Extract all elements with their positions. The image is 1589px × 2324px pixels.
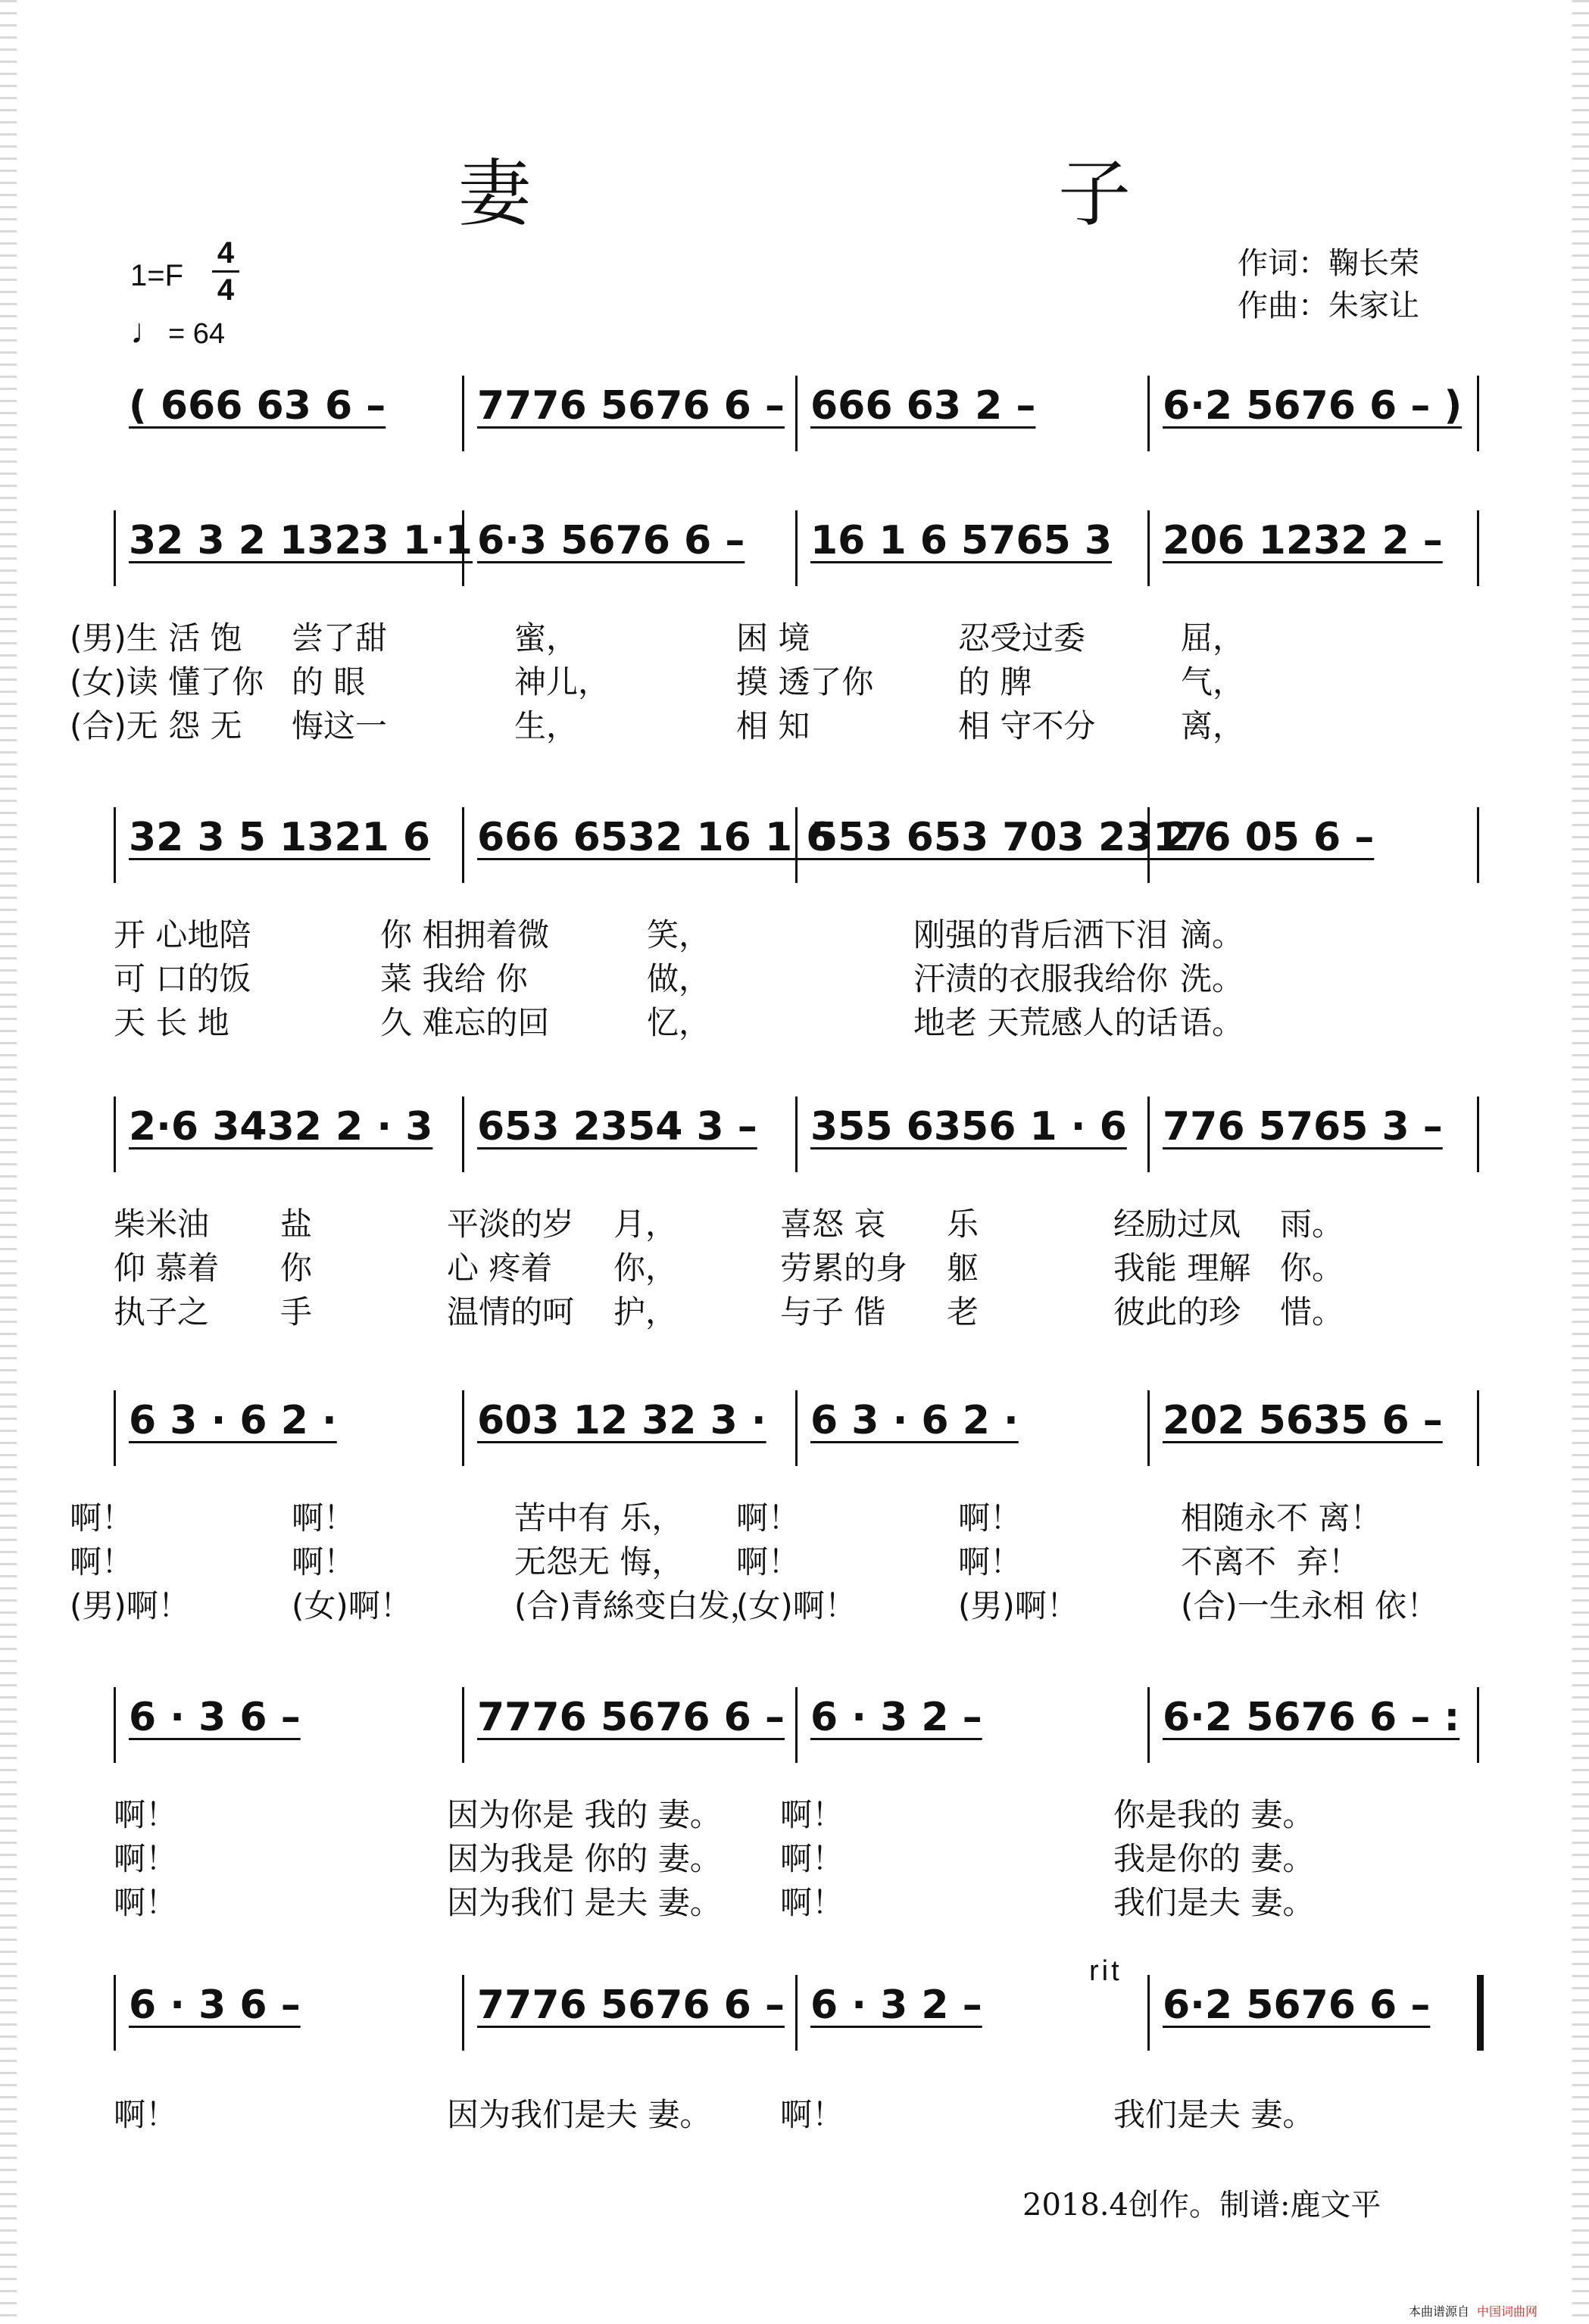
measure (1163, 1104, 1443, 1150)
measure (477, 1398, 766, 1443)
lyric-line (70, 1584, 1477, 1628)
watermark (1409, 2302, 1537, 2319)
lyric-segment: 你 相拥着微 (380, 916, 550, 953)
lyric-segment: 啊！ (780, 2096, 844, 2133)
measure-notes: 2 6 05 6 – (1163, 815, 1375, 860)
lyric-line (114, 913, 1477, 957)
bar-line (1477, 807, 1479, 883)
time-signature (212, 236, 239, 307)
lyric-segment: 手 (280, 1293, 313, 1330)
lyric-segment: 的 脾 (958, 663, 1032, 700)
lyric-segment: 苦中有 乐， (514, 1499, 684, 1536)
bar-line (462, 1975, 464, 2051)
lyric-segment: 啊！ (114, 1796, 178, 1833)
lyric-segment: 洗。 (1180, 960, 1244, 997)
measure (1163, 1398, 1443, 1443)
tempo-value: = 64 (168, 318, 226, 350)
lyric-segment: 啊！ (114, 2096, 178, 2133)
bar-line (1147, 376, 1150, 451)
bar-line (1477, 510, 1479, 586)
lyric-segment: 因为你是 我的 妻。 (447, 1796, 722, 1833)
lyric-segment: 盐 (280, 1206, 313, 1243)
lyric-segment: 劳累的身 (780, 1249, 908, 1287)
footer-note: 2018.4创作。制谱:鹿文平 (1022, 2188, 1381, 2223)
notation-line (114, 1681, 1477, 1760)
measure (477, 383, 785, 429)
lyric-segment: 相 知 (736, 707, 810, 744)
lyric-segment: 可 口的饭 (114, 960, 251, 997)
lyric-line (114, 1203, 1477, 1246)
lyric-segment: 与子 偕 (780, 1293, 886, 1330)
time-signature-bottom: 4 (217, 273, 235, 307)
score-system (114, 1681, 1477, 1925)
lyric-line (70, 1540, 1477, 1584)
measure-notes: 6·2 5676 6 – (1163, 1982, 1431, 2028)
bar-line (795, 376, 798, 451)
lyric-segment: 菜 我给 你 (380, 960, 528, 997)
composer-credit: 作曲：朱家让 (1238, 289, 1419, 323)
watermark-right: 中国词曲网 (1477, 2304, 1538, 2319)
lyric-segment: 语。 (1180, 1004, 1244, 1041)
lyric-segment: 的 眼 (292, 663, 366, 700)
lyric-line (114, 1001, 1477, 1045)
notation-line (114, 370, 1477, 448)
lyric-segment: 啊！ (70, 1499, 134, 1536)
lyric-segment: 生， (514, 707, 579, 744)
lyric-segment: 啊！ (780, 1884, 844, 1921)
measure-notes: 6 · 3 6 – (129, 1982, 301, 2028)
notation-line (114, 1384, 1477, 1463)
lyric-segment: 经励过凤 (1113, 1206, 1241, 1243)
score-system (70, 1384, 1477, 1628)
measure (477, 518, 745, 563)
bar-line (462, 1390, 464, 1466)
lyrics-block (114, 1793, 1477, 1925)
measure-notes: 16 1 6 5765 3 (810, 518, 1113, 563)
measure (129, 383, 386, 429)
lyric-segment: 你。 (1280, 1249, 1344, 1287)
lyric-segment: 天 长 地 (114, 1004, 229, 1041)
measure-notes: 776 5765 3 – (1163, 1104, 1443, 1150)
measure (129, 518, 473, 563)
lyric-segment: 喜怒 哀 (780, 1206, 886, 1243)
measure (810, 1398, 1019, 1443)
lyric-segment: 尝了甜 (292, 619, 388, 657)
lyricist-credit: 作词：鞠长荣 (1238, 246, 1419, 281)
lyric-segment: 你是我的 妻。 (1113, 1796, 1315, 1833)
lyric-segment: (男)啊！ (70, 1587, 190, 1624)
lyric-segment: 啊！ (780, 1796, 844, 1833)
bar-line (1477, 376, 1479, 451)
bar-line (795, 1975, 798, 2051)
lyric-segment: 你， (613, 1249, 678, 1287)
measure-notes: 603 12 32 3 · (477, 1398, 766, 1443)
measure (477, 815, 833, 860)
measure (1163, 1695, 1459, 1740)
lyric-line (114, 2093, 1477, 2137)
lyric-segment: 护， (613, 1293, 678, 1330)
bar-line (114, 1390, 116, 1466)
measure (1163, 518, 1443, 563)
measure (477, 1982, 785, 2028)
measure-notes: 32 3 2 1323 1·1 (129, 518, 473, 563)
measure-notes: 6 · 3 6 – (129, 1695, 301, 1740)
measure-notes: 206 1232 2 – (1163, 518, 1443, 563)
measure (1163, 815, 1374, 860)
score-system (114, 1090, 1477, 1334)
lyric-segment: (女)啊！ (292, 1587, 412, 1624)
lyric-line (70, 660, 1477, 704)
score-system (114, 370, 1477, 448)
lyric-segment: 仰 慕着 (114, 1249, 220, 1287)
bar-line (795, 1096, 798, 1172)
bar-line (1477, 1096, 1479, 1172)
lyric-segment: 我是你的 妻。 (1113, 1840, 1315, 1877)
credits (1238, 242, 1419, 327)
lyric-segment: 离， (1181, 707, 1245, 744)
measure-notes: 6 · 3 2 – (810, 1982, 982, 2028)
lyric-segment: (合)青絲变白发， (514, 1587, 762, 1624)
lyric-segment: 心 疼着 (447, 1249, 553, 1287)
lyric-segment: 月， (613, 1206, 678, 1243)
lyric-segment: 啊！ (114, 1840, 178, 1877)
measure-notes: 6 3 · 6 2 · (810, 1398, 1019, 1443)
bar-line (462, 376, 464, 451)
measure (129, 1695, 301, 1740)
notation-line (114, 1090, 1477, 1169)
measure (810, 815, 1208, 860)
measure-notes: 7776 5676 6 – (477, 1982, 785, 2028)
measure (810, 1695, 982, 1740)
bar-line (114, 807, 116, 883)
song-title: 妻 子 (458, 151, 1358, 236)
lyric-line (114, 1246, 1477, 1290)
lyric-segment: 滴。 (1180, 916, 1244, 953)
measure-notes: 666 6532 16 1 6 (477, 815, 834, 860)
bar-line (1477, 1390, 1479, 1466)
bar-line (1147, 1975, 1150, 2051)
lyric-segment: (女)读 懂了你 (70, 663, 264, 700)
tempo-mark (130, 310, 225, 351)
measure-notes: 7776 5676 6 – (477, 383, 785, 429)
measure (1163, 1982, 1430, 2028)
lyric-segment: 啊！ (958, 1499, 1022, 1536)
lyric-segment: (男)啊！ (958, 1587, 1079, 1624)
lyric-segment: 神儿， (514, 663, 610, 700)
left-edge-strip (0, 0, 17, 2324)
lyric-segment: 蜜， (514, 619, 579, 657)
measure-notes: ( 666 63 6 – (129, 383, 386, 429)
lyric-segment: 忆， (647, 1004, 711, 1041)
right-edge-strip (1572, 0, 1589, 2324)
bar-line (1147, 1687, 1150, 1763)
measure (810, 1982, 982, 2028)
lyric-segment: 做， (647, 960, 711, 997)
lyric-segment: 啊！ (736, 1499, 801, 1536)
measure-notes: 32 3 5 1321 6 (129, 815, 431, 860)
bar-line (462, 1687, 464, 1763)
lyric-segment: 执子之 (114, 1293, 210, 1330)
bar-line (1477, 1687, 1479, 1763)
lyric-segment: 笑， (647, 916, 711, 953)
notation-line (114, 1969, 1477, 2048)
bar-line (795, 510, 798, 586)
measure-notes: 553 653 703 2317 (810, 815, 1208, 860)
lyric-segment: 不离不 弃！ (1181, 1543, 1360, 1580)
lyric-segment: 我们是夫 妻。 (1113, 2096, 1315, 2133)
measure-notes: 6·3 5676 6 – (477, 518, 745, 563)
lyric-segment: (女)啊！ (736, 1587, 857, 1624)
lyric-segment: 我能 理解 (1113, 1249, 1251, 1287)
key-signature: 1=F (130, 259, 184, 292)
bar-line (795, 1687, 798, 1763)
lyric-segment: 困 境 (736, 619, 810, 657)
measure (810, 383, 1035, 429)
measure (129, 1104, 432, 1150)
measure-notes: 6·2 5676 6 – ) (1163, 383, 1463, 429)
lyric-segment: 彼此的珍 (1113, 1293, 1241, 1330)
lyrics-block (70, 1496, 1477, 1628)
lyric-segment: 啊！ (70, 1543, 134, 1580)
measure-notes: 7776 5676 6 – (477, 1695, 785, 1740)
lyric-segment: 温情的呵 (447, 1293, 575, 1330)
measure-notes: 355 6356 1 · 6 (810, 1104, 1127, 1150)
bar-line (1147, 510, 1150, 586)
lyric-segment: 啊！ (958, 1543, 1022, 1580)
lyric-segment: 啊！ (292, 1543, 356, 1580)
lyrics-block (70, 616, 1477, 748)
lyric-segment: 开 心地陪 (114, 916, 251, 953)
lyric-line (114, 1793, 1477, 1837)
lyric-segment: 我们是夫 妻。 (1113, 1884, 1315, 1921)
time-signature-top: 4 (217, 236, 235, 270)
lyric-segment: 屈， (1181, 619, 1245, 657)
measure (810, 1104, 1127, 1150)
lyric-segment: 躯 (947, 1249, 979, 1287)
lyric-line (114, 1290, 1477, 1334)
bar-line (462, 1096, 464, 1172)
score-system (114, 1969, 1477, 2137)
bar-line (114, 1687, 116, 1763)
quarter-note-icon: ♩ (130, 311, 165, 351)
bar-line (114, 510, 116, 586)
lyric-line (114, 1881, 1477, 1925)
lyric-segment: (合)一生永相 依！ (1181, 1587, 1439, 1624)
lyric-segment: 因为我是 你的 妻。 (447, 1840, 722, 1877)
ritardando-mark: rit (1089, 1955, 1122, 1987)
lyric-segment: 悔这一 (292, 707, 388, 744)
measure-notes: 202 5635 6 – (1163, 1398, 1443, 1443)
lyric-segment: 相随永不 离！ (1181, 1499, 1382, 1536)
bar-line (1147, 1390, 1150, 1466)
lyric-line (70, 616, 1477, 660)
measure (477, 1104, 757, 1150)
measure-notes: 6 · 3 2 – (810, 1695, 982, 1740)
lyric-segment: 老 (947, 1293, 979, 1330)
lyric-segment: 相 守不分 (958, 707, 1096, 744)
bar-line (1147, 1096, 1150, 1172)
score-system (70, 504, 1477, 748)
lyric-segment: 你 (280, 1249, 313, 1287)
lyric-segment: 气， (1181, 663, 1245, 700)
notation-line (114, 801, 1477, 880)
lyric-segment: 忍受过委 (958, 619, 1086, 657)
lyric-segment: 平淡的岁 (447, 1206, 575, 1243)
measure (129, 1982, 301, 2028)
lyrics-block (114, 2093, 1477, 2137)
measure-notes: 653 2354 3 – (477, 1104, 757, 1150)
lyric-segment: 刚强的背后洒下泪 (913, 916, 1169, 953)
lyric-segment: 惜。 (1280, 1293, 1344, 1330)
lyric-line (114, 1837, 1477, 1881)
lyric-segment: 汗渍的衣服我给你 (913, 960, 1169, 997)
measure (810, 518, 1112, 563)
lyric-segment: 地老 天荒感人的话 (913, 1004, 1178, 1041)
bar-line (114, 1096, 116, 1172)
lyrics-block (114, 1203, 1477, 1334)
measure (129, 1398, 337, 1443)
measure (477, 1695, 785, 1740)
lyric-segment: (合)无 怨 无 (70, 707, 242, 744)
lyrics-block (114, 913, 1477, 1045)
notation-line (114, 504, 1477, 583)
lyric-segment: 无怨无 悔， (514, 1543, 684, 1580)
measure-notes: 666 63 2 – (810, 383, 1036, 429)
bar-line (1477, 1975, 1484, 2051)
lyric-segment: 雨。 (1280, 1206, 1344, 1243)
lyric-segment: 柴米油 (114, 1206, 210, 1243)
lyric-segment: 啊！ (114, 1884, 178, 1921)
measure (1163, 383, 1462, 429)
lyric-line (70, 1496, 1477, 1540)
score-system (114, 801, 1477, 1045)
lyric-segment: 摸 透了你 (736, 663, 874, 700)
lyric-segment: 久 难忘的回 (380, 1004, 550, 1041)
lyric-segment: 啊！ (780, 1840, 844, 1877)
measure-notes: 2·6 3432 2 · 3 (129, 1104, 433, 1150)
lyric-segment: 因为我们是夫 妻。 (447, 2096, 712, 2133)
measure-notes: 6·2 5676 6 – : (1163, 1695, 1460, 1740)
lyric-segment: 啊！ (736, 1543, 801, 1580)
measure (129, 815, 430, 860)
measure-notes: 6 3 · 6 2 · (129, 1398, 337, 1443)
lyric-line (114, 957, 1477, 1001)
bar-line (114, 1975, 116, 2051)
lyric-segment: 啊！ (292, 1499, 356, 1536)
lyric-line (70, 704, 1477, 748)
lyric-segment: (男)生 活 饱 (70, 619, 242, 657)
lyric-segment: 乐 (947, 1206, 979, 1243)
watermark-left: 本曲谱源自 (1409, 2304, 1470, 2319)
bar-line (795, 1390, 798, 1466)
bar-line (462, 807, 464, 883)
lyric-segment: 因为我们 是夫 妻。 (447, 1884, 722, 1921)
